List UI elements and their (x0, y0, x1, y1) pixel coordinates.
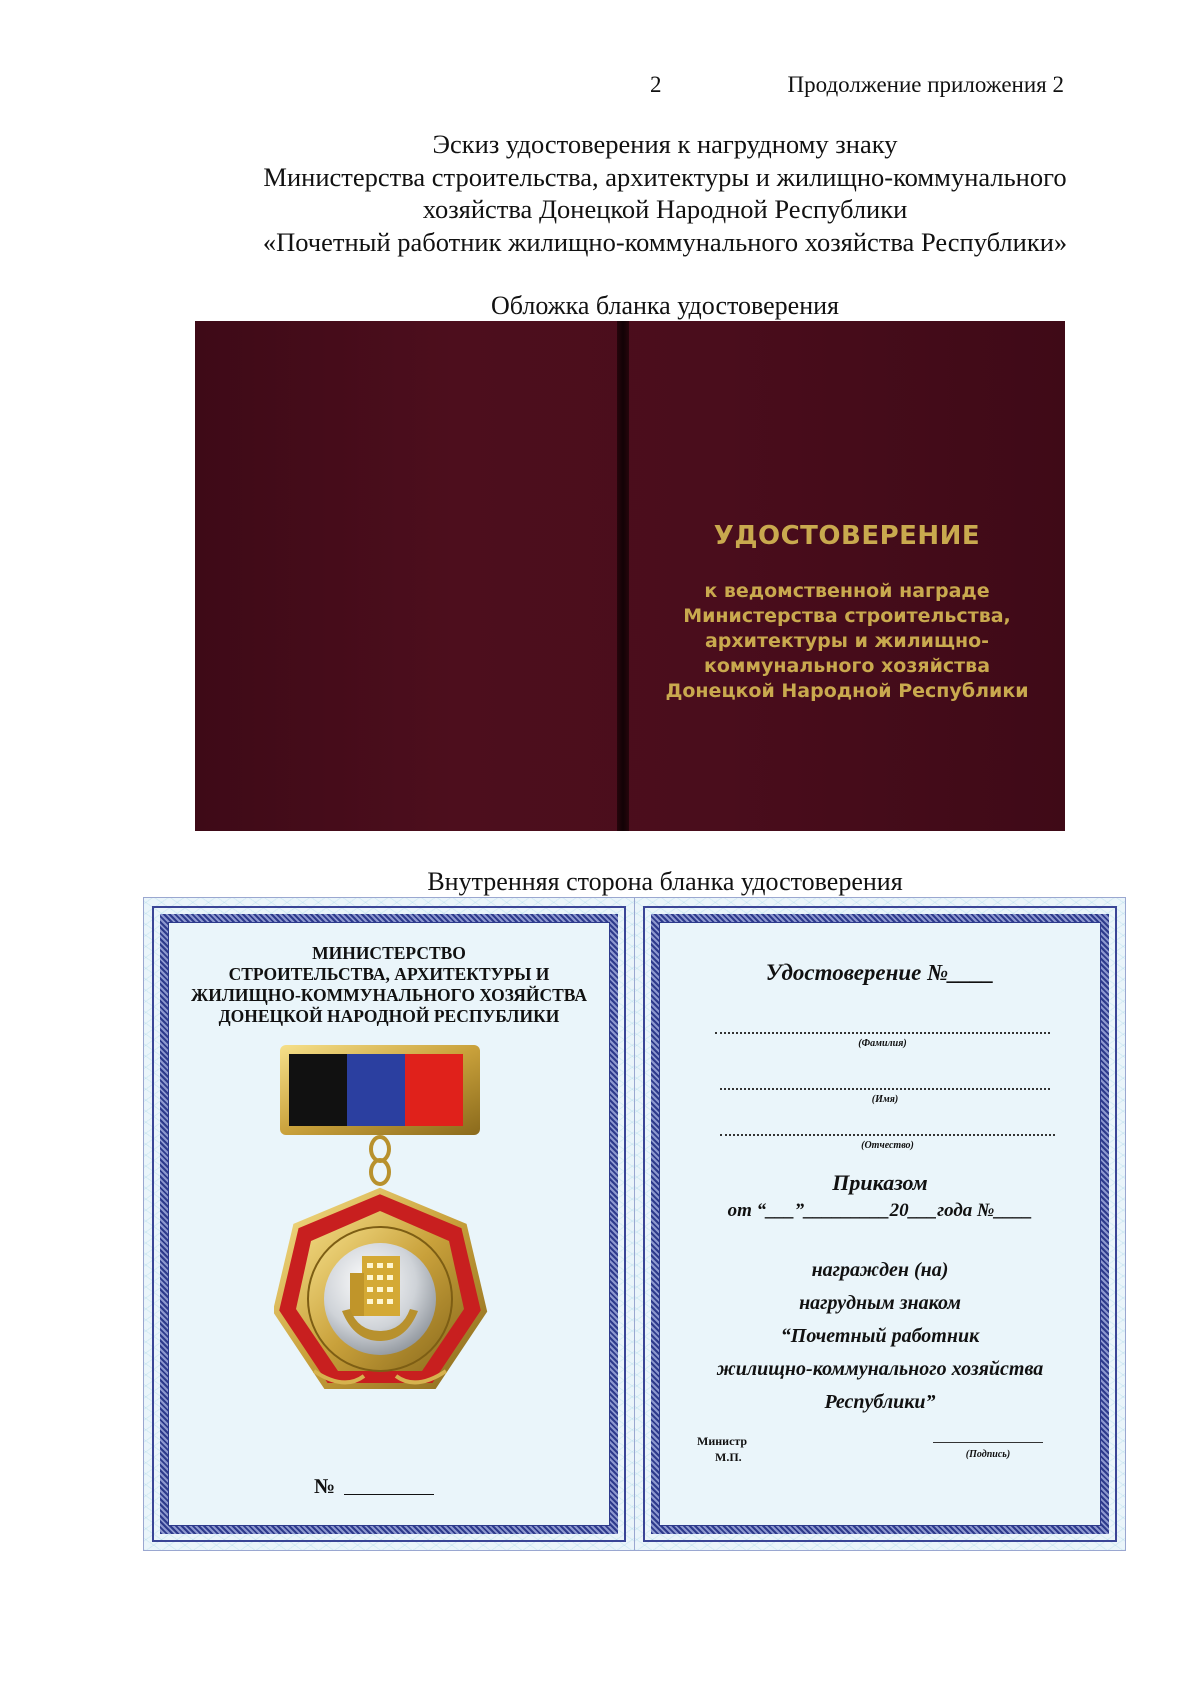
ministry-line: ДОНЕЦКОЙ НАРОДНОЙ РЕСПУБЛИКИ (218, 1006, 560, 1026)
award-text (635, 1254, 1125, 1419)
inner-caption: Внутренняя сторона бланка удостоверения (427, 867, 903, 896)
medal-loop (371, 1137, 389, 1161)
medal-loop (371, 1160, 389, 1184)
cover-line: Донецкой Народной Республики (665, 680, 1029, 702)
award-line: жилищно-коммунального хозяйства (716, 1358, 1044, 1380)
left-number-blank (344, 1494, 434, 1495)
ministry-line: ЖИЛИЩНО-КОММУНАЛЬНОГО ХОЗЯЙСТВА (190, 985, 588, 1005)
order-date-number: от “___”_________20___года №____ (727, 1200, 1033, 1221)
certificate-number: Удостоверение №____ (765, 960, 995, 985)
left-number-label: № (314, 1474, 336, 1498)
badge-medal-image (274, 1041, 504, 1461)
minister-block (697, 1433, 747, 1465)
patronymic-blank (720, 1134, 1055, 1136)
cover-line: архитектуры и жилищно- (704, 630, 990, 652)
inner-left-page (143, 897, 635, 1551)
page-number: 2 (650, 72, 662, 97)
award-line: нагрудным знаком (799, 1292, 961, 1314)
cover-line: к ведомственной награде (704, 580, 990, 602)
signature-label: (Подпись) (965, 1449, 1011, 1460)
order-title: Приказом (832, 1170, 928, 1195)
inner-right-page (634, 897, 1126, 1551)
ministry-line: СТРОИТЕЛЬСТВА, АРХИТЕКТУРЫ И (228, 964, 550, 984)
ministry-name (174, 943, 604, 1027)
award-line: Республики” (824, 1391, 936, 1413)
cover-spine (617, 321, 629, 831)
cover-caption: Обложка бланка удостоверения (490, 291, 839, 320)
cover-line: коммунального хозяйства (703, 655, 991, 677)
cover-line: Министерства строительства, (683, 605, 1011, 627)
stamp-label: М.П. (715, 1450, 742, 1464)
title-line: Министерства строительства, архитектуры и жилищно-коммунального (263, 161, 1067, 192)
award-line: “Почетный работник (780, 1325, 980, 1347)
name-blank (720, 1088, 1050, 1090)
cover-text (629, 521, 1065, 704)
certificate-cover (195, 321, 1065, 831)
award-line: награжден (на) (811, 1259, 949, 1281)
title-line: Эскиз удостоверения к нагрудному знаку (432, 129, 898, 159)
appendix-continuation: Продолжение приложения 2 (787, 72, 1064, 97)
minister-label: Министр (697, 1434, 748, 1448)
flag-stripe-red (405, 1054, 463, 1126)
signature-blank (933, 1442, 1043, 1443)
name-label: (Имя) (871, 1094, 899, 1105)
surname-label: (Фамилия) (858, 1038, 907, 1049)
title-line: «Почетный работник жилищно-коммунального хозяйства Республики» (262, 226, 1068, 257)
ministry-line: МИНИСТЕРСТВО (312, 943, 466, 963)
flag-stripe-black (289, 1054, 347, 1126)
title-line: хозяйства Донецкой Народной Республики (422, 194, 908, 224)
flag-stripe-blue (347, 1054, 405, 1126)
cover-heading: УДОСТОВЕРЕНИЕ (713, 521, 981, 551)
surname-blank (715, 1032, 1050, 1034)
document-title (0, 128, 1200, 258)
patronymic-label: (Отчество) (861, 1140, 914, 1151)
